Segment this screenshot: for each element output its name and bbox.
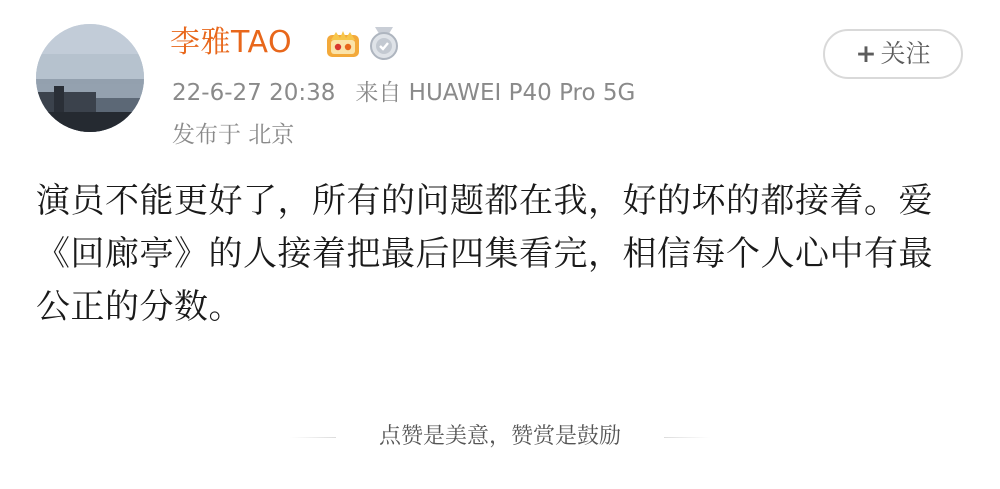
- username[interactable]: 李雅TAO: [170, 25, 293, 60]
- post-text: 演员不能更好了，所有的问题都在我，好的坏的都接着。爱《回廊亭》的人接着把最后四集看完，相信每个人心中有最公正的分数。: [36, 181, 933, 327]
- post-source[interactable]: 来自 HUAWEI P40 Pro 5G: [355, 80, 636, 106]
- vip-crown-badge-icon[interactable]: [326, 27, 360, 59]
- post-location: 发布于 北京: [172, 122, 295, 148]
- medal-badge-icon[interactable]: [367, 25, 401, 61]
- reward-prompt: 点赞是美意，赞赏是鼓励: [378, 424, 621, 449]
- follow-button[interactable]: [823, 29, 963, 79]
- user-avatar[interactable]: [36, 24, 144, 132]
- divider: [664, 437, 710, 438]
- post-meta: [172, 76, 635, 110]
- follow-label: 关注: [880, 39, 931, 68]
- post-time: 22-6-27 20:38: [172, 80, 336, 106]
- divider: [290, 437, 336, 438]
- plus-icon: +: [855, 39, 877, 68]
